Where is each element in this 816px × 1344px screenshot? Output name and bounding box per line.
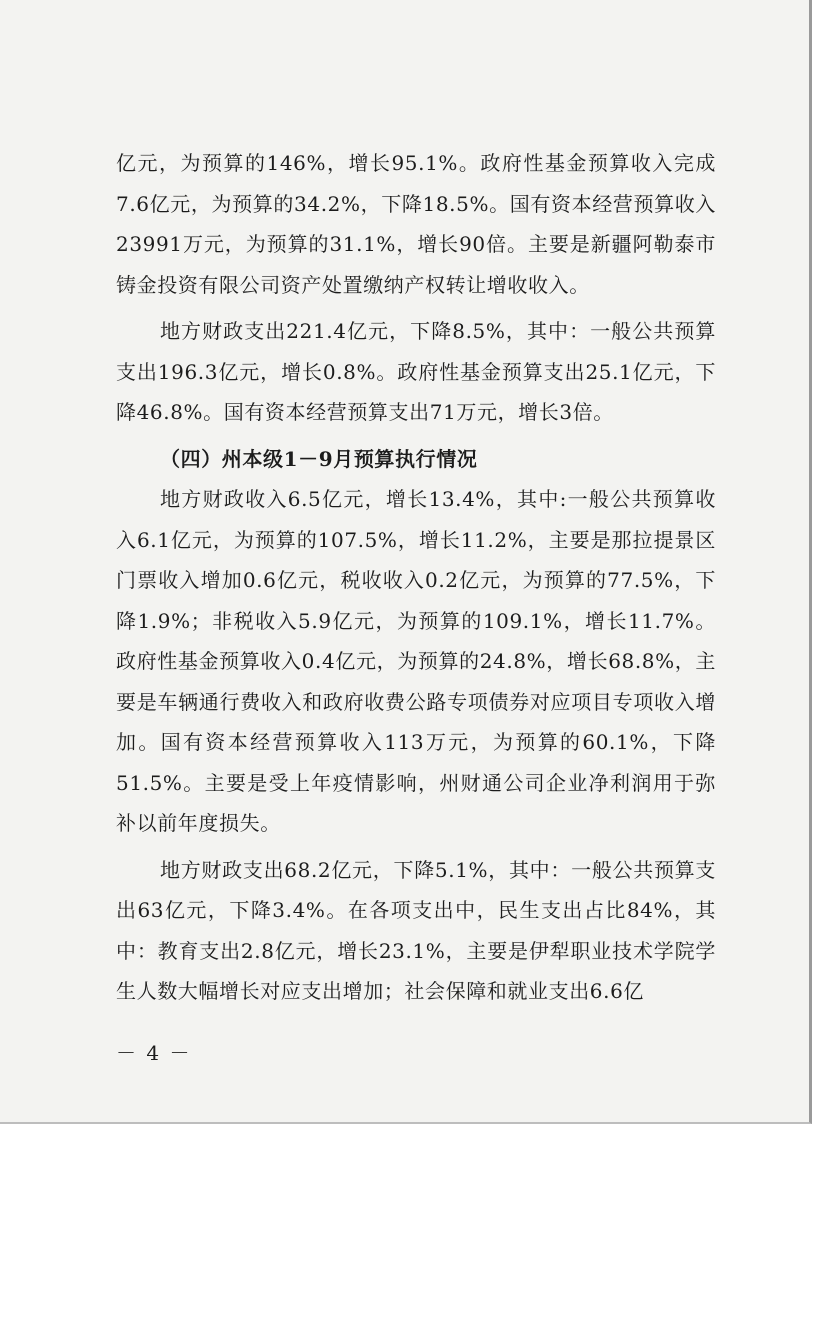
section-heading: （四）州本级1－9月预算执行情况 (160, 446, 478, 471)
paragraph-4: 地方财政支出68.2亿元，下降5.1%，其中：一般公共预算支出63亿元，下降3.4%。在各项支出中，民生支出占比84%，其中：教育支出2.8亿元，增长23.1%，主要是伊犁职业技术学院学生人数大幅增长对应支出增加；社会保障和就业支出6.6亿 (116, 857, 716, 1003)
document-body (116, 143, 716, 1012)
paragraph-3: 地方财政收入6.5亿元，增长13.4%，其中:一般公共预算收入6.1亿元，为预算的107.5%，增长11.2%，主要是那拉提景区门票收入增加0.6亿元，税收收入0.2亿元，为预算的77.5%，下降1.9%；非税收入5.9亿元，为预算的109.1%，增长11.7%。政府性基金预算收入0.4亿元，为预算的24.8%，增长68.8%，主要是车辆通行费收入和政府收费公路专项债券对应项目专项收入增加。国有资本经营预算收入113万元，为预算的60.1%，下降51.5%。主要是受上年疫情影响，州财通公司企业净利润用于弥补以前年度损失。 (116, 487, 716, 835)
paragraph-1: 亿元，为预算的146%，增长95.1%。政府性基金预算收入完成7.6亿元，为预算的34.2%，下降18.5%。国有资本经营预算收入23991万元，为预算的31.1%，增长90倍。主要是新疆阿勒泰市铸金投资有限公司资产处置缴纳产权转让增收收入。 (116, 151, 716, 297)
paragraph-2: 地方财政支出221.4亿元，下降8.5%，其中：一般公共预算支出196.3亿元，增长0.8%。政府性基金预算支出25.1亿元，下降46.8%。国有资本经营预算支出71万元，增长3倍。 (116, 319, 716, 424)
page-number: － 4 － (116, 1041, 192, 1065)
